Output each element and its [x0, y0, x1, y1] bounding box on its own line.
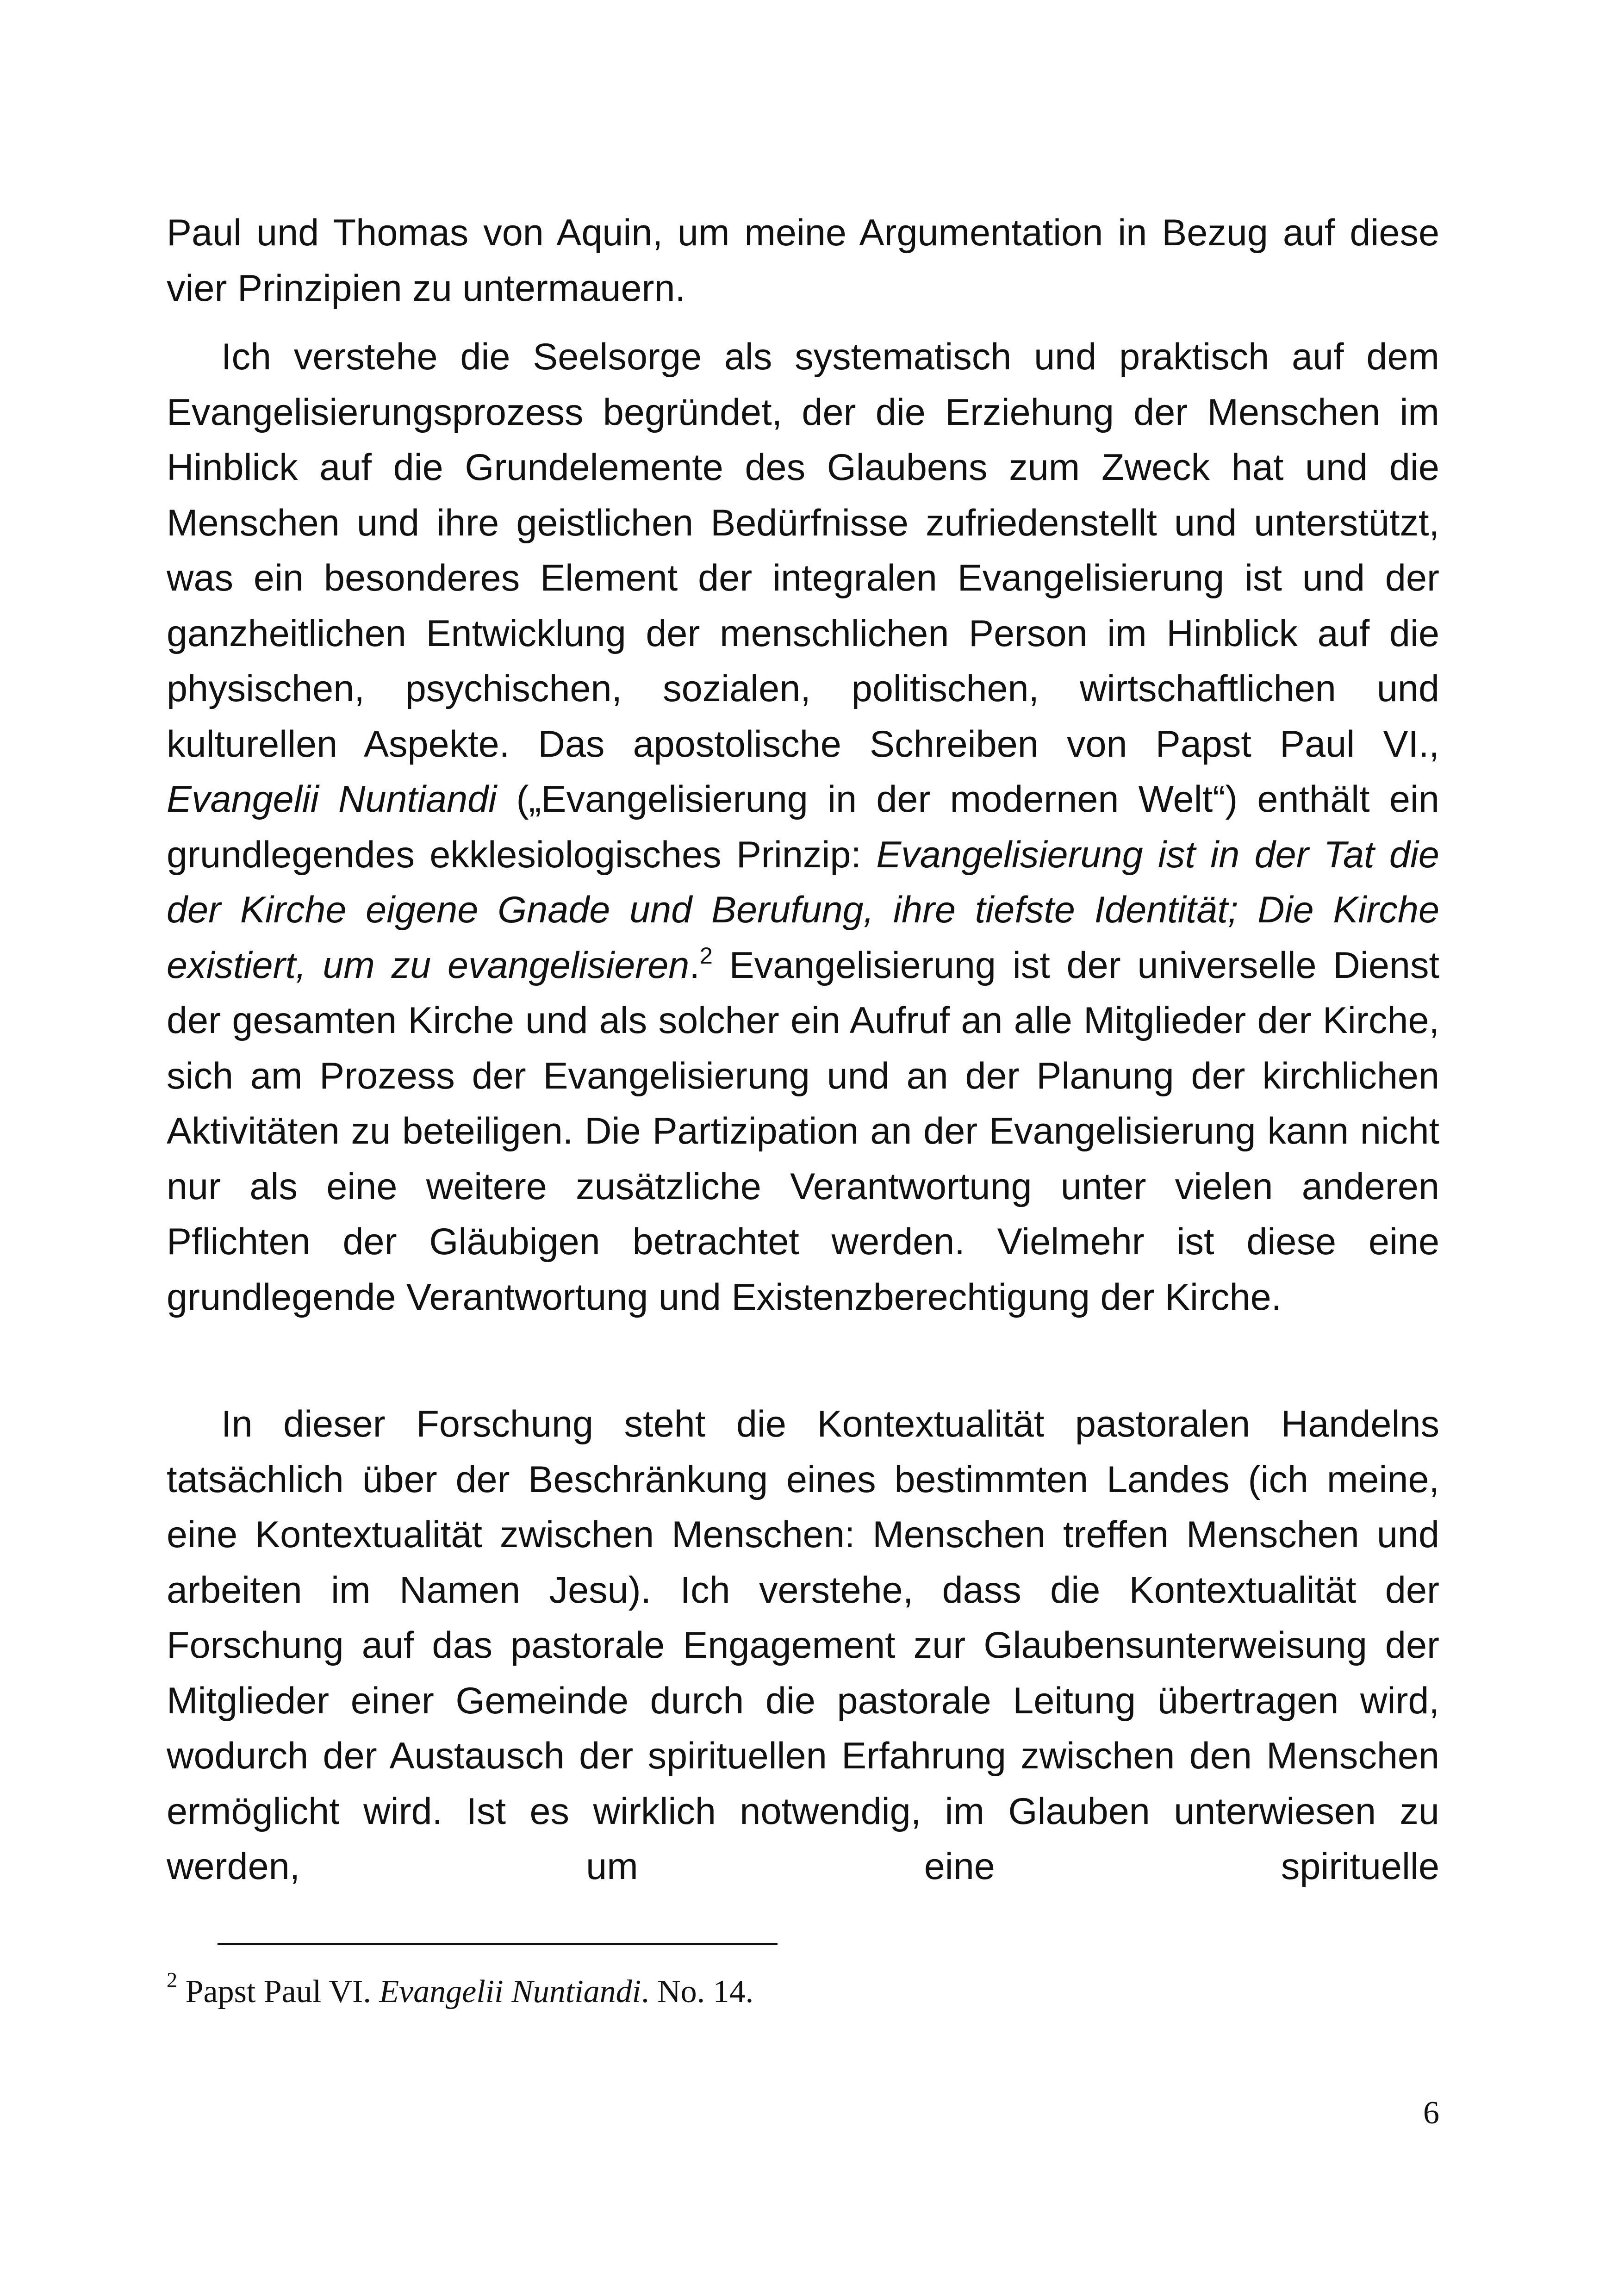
emphasized-quote: Evangelisierung ist in der Tat die der Kirche eigene Gnade und Berufung, ihre tiefste Identität; Die Kirche existiert, um zu evangelisieren [167, 834, 1439, 986]
footnote [167, 1970, 1439, 2014]
footnote-separator [218, 1943, 778, 1945]
page-number: 6 [1423, 2095, 1439, 2131]
footnote-number: 2 [167, 1968, 178, 1992]
paragraph-2-period: . [689, 944, 700, 986]
footnote-text-b: . No. 14. [641, 1974, 754, 2010]
paragraph-3-text: In dieser Forschung steht die Kontextualität pastoralen Handelns tatsächlich über der Beschränkung eines bestimmten Landes (ich meine, eine Kontextualität zwischen Menschen: Menschen treffen Menschen und arbeiten im Namen Jesu). Ich verstehe, dass die Kontextualität der Forschung auf das pastorale Engagement zur Glaubensunterweisung der Mitglieder einer Gemeinde durch die pastorale Leitung übertragen wird, wodurch der Austausch der spirituellen Erfahrung zwischen den Menschen ermöglicht wird. Ist es wirklich notwendig, im Glauben unterwiesen zu werden, um eine spirituelle [167, 1403, 1439, 1887]
paragraph-2-text-a: Ich verstehe die Seelsorge als systematisch und praktisch auf dem Evangelisierungsprozess begründet, der die Erziehung der Menschen im Hinblick auf die Grundelemente des Glaubens zum Zweck hat und die Menschen und ihre geistlichen Bedürfnisse zufriedenstellt und unterstützt, was ein besonderes Element der integralen Evangelisierung ist und der ganzheitlichen Entwicklung der menschlichen Person im Hinblick auf die physischen, psychischen, sozialen, politischen, wirtschaftlichen und kulturellen Aspekte. Das apostolische Schreiben von Papst Paul VI., [167, 336, 1439, 765]
paragraph-2 [167, 330, 1439, 1325]
paragraph-2-text-b: („Evangelisierung in der modernen Welt“) enthält ein grundlegendes ekklesiologisches Prinzip: [167, 778, 1439, 876]
footnote-reference[interactable]: 2 [699, 942, 713, 969]
paragraph-1-text: Paul und Thomas von Aquin, um meine Argumentation in Bezug auf diese vier Prinzipien zu untermauern. [167, 212, 1439, 309]
footnote-cited-title: Evangelii Nuntiandi [379, 1974, 641, 2010]
paragraph-1 [167, 205, 1439, 316]
cited-work-title: Evangelii Nuntiandi [167, 778, 497, 820]
paragraph-2-text-c: Evangelisierung ist der universelle Dienst der gesamten Kirche und als solcher ein Aufruf an alle Mitglieder der Kirche, sich am Prozess der Evangelisierung und an der Planung der kirchlichen Aktivitäten zu beteiligen. Die Partizipation an der Evangelisierung kann nicht nur als eine weitere zusätzliche Verantwortung unter vielen anderen Pflichten der Gläubigen betrachtet werden. Vielmehr ist diese eine grundlegende Verantwortung und Existenzberechtigung der Kirche. [167, 944, 1439, 1318]
footnote-text-a: Papst Paul VI. [177, 1974, 380, 2010]
paragraph-3 [167, 1397, 1439, 1895]
